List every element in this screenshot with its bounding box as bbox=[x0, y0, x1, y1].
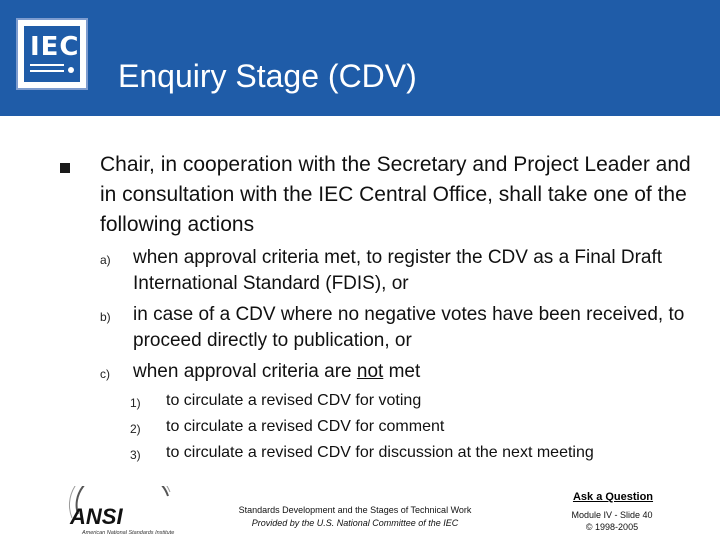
sub-item-c-after: met bbox=[383, 361, 421, 382]
square-bullet-icon bbox=[60, 163, 70, 173]
sub-item-marker-b: b) bbox=[100, 310, 111, 324]
sub-item-marker-c: c) bbox=[100, 367, 110, 381]
logo-dot bbox=[68, 67, 74, 73]
sub-item-b: in case of a CDV where no negative votes have been received, to proceed directly to publication, or bbox=[133, 304, 685, 351]
header-divider bbox=[0, 116, 720, 122]
iec-logo bbox=[16, 18, 88, 90]
footer-line-1: Standards Development and the Stages of Technical Work bbox=[238, 505, 472, 515]
sub-item-a: when approval criteria met, to register the CDV as a Final Draft International Standard (FDIS), or bbox=[133, 247, 663, 294]
logo-line-1 bbox=[30, 64, 64, 66]
numbered-item-3: to circulate a revised CDV for discussion at the next meeting bbox=[166, 444, 594, 461]
sub-item-marker-a: a) bbox=[100, 253, 111, 267]
numbered-marker-3: 3) bbox=[130, 448, 141, 462]
footer-caption bbox=[215, 504, 495, 530]
sub-item-c-before: when approval criteria are bbox=[133, 361, 357, 382]
sub-item-c bbox=[133, 359, 703, 385]
sub-item-c-underlined: not bbox=[356, 361, 384, 382]
main-bullet-text: Chair, in cooperation with the Secretary and Project Leader and in consultation with the IEC Central Office, shall take one of the following actions bbox=[100, 153, 691, 236]
ask-a-question-link[interactable]: Ask a Question bbox=[572, 491, 654, 503]
ansi-logo-text: ANSI bbox=[70, 504, 123, 529]
footer-line-2: Provided by the U.S. National Committee of the IEC bbox=[251, 518, 459, 528]
iec-logo-text: IEC bbox=[30, 32, 80, 62]
ansi-logo-subtitle: American National Standards Institute bbox=[82, 530, 175, 536]
module-slide-number: Module IV - Slide 40 bbox=[571, 510, 653, 520]
ansi-logo bbox=[58, 486, 208, 536]
slide-title: Enquiry Stage (CDV) bbox=[118, 58, 417, 94]
iec-logo-field bbox=[24, 26, 80, 82]
copyright: © 1998-2005 bbox=[585, 522, 639, 532]
numbered-marker-1: 1) bbox=[130, 396, 141, 410]
numbered-item-1: to circulate a revised CDV for voting bbox=[166, 392, 422, 409]
slide-info bbox=[552, 509, 672, 533]
numbered-marker-2: 2) bbox=[130, 422, 141, 436]
numbered-item-2: to circulate a revised CDV for comment bbox=[166, 418, 445, 435]
logo-line-2 bbox=[30, 70, 64, 72]
